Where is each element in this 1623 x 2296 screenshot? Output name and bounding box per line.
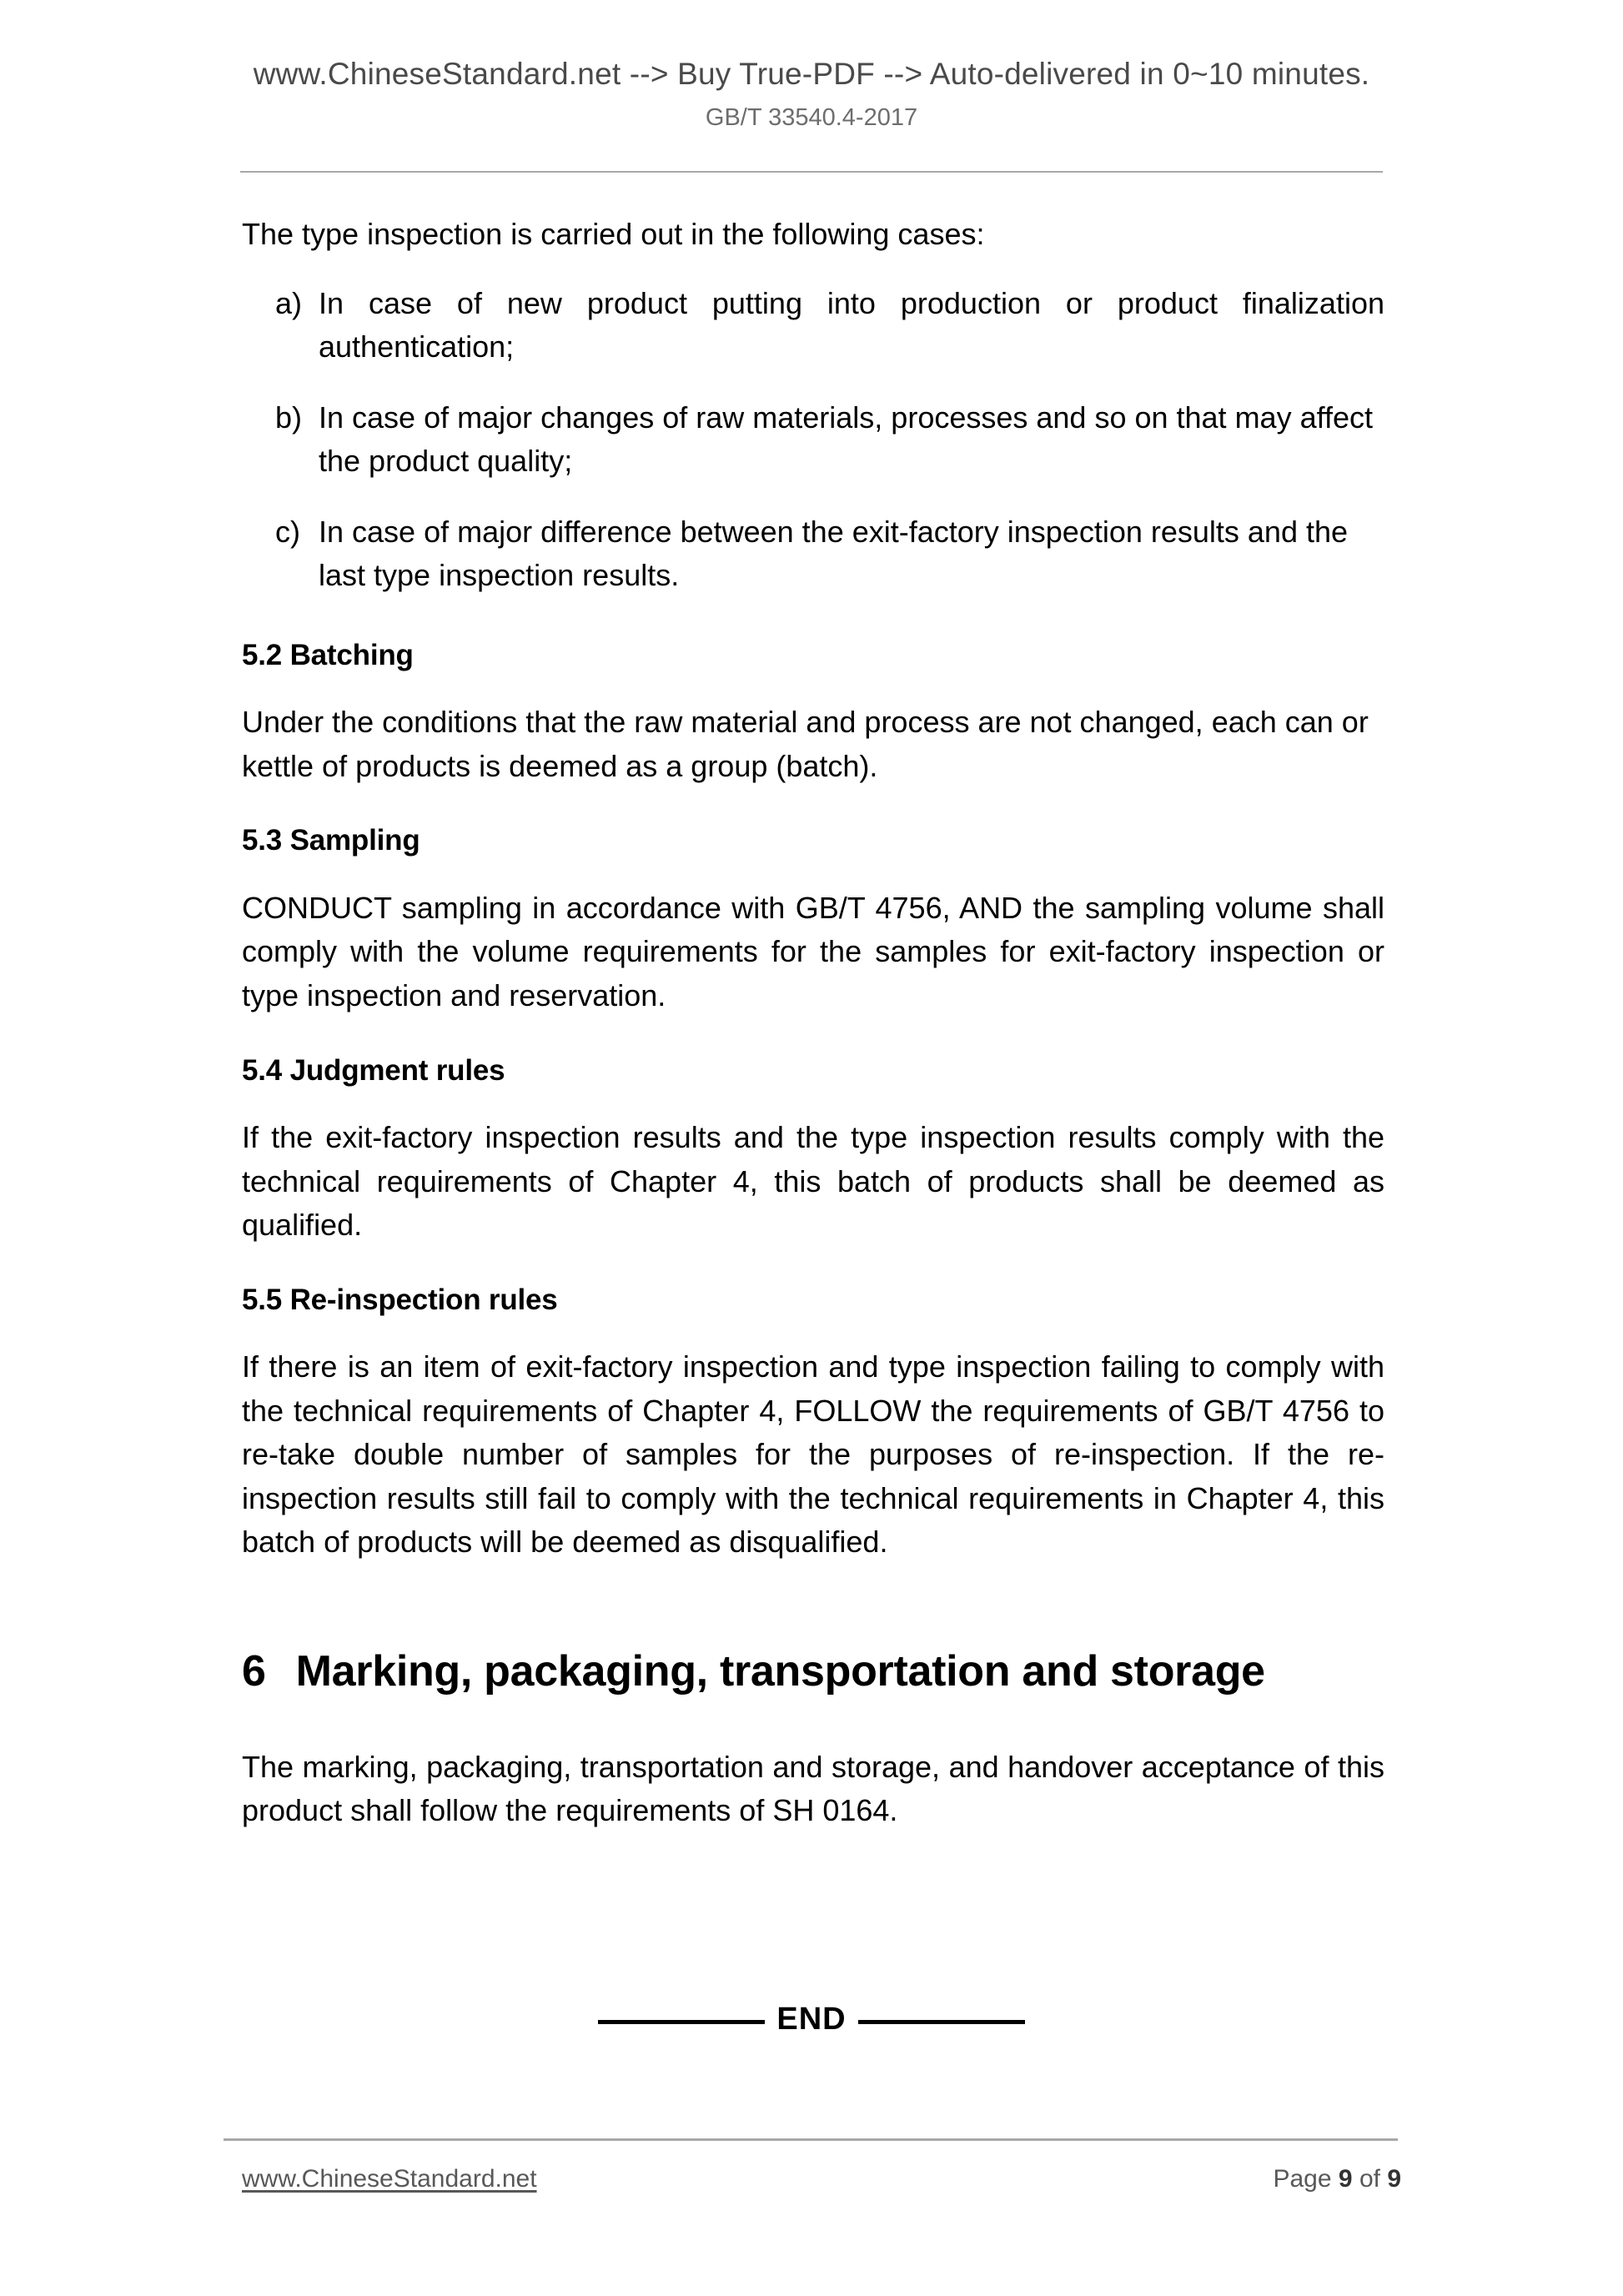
header-divider (240, 171, 1383, 173)
list-item (242, 510, 1384, 598)
footer-site-link[interactable]: www.ChineseStandard.net (242, 2165, 537, 2193)
section-heading-5-3: 5.3 Sampling (242, 824, 420, 857)
section-heading-5-2: 5.2 Batching (242, 638, 414, 671)
list-item-text: In case of new product putting into production or product finalization authentication; (319, 285, 1384, 364)
chapter-heading-6 (242, 1645, 1384, 1699)
page-footer (242, 2165, 1401, 2193)
end-marker (0, 2002, 1623, 2037)
end-rule-left (598, 2020, 765, 2024)
section-paragraph-5-5: If there is an item of exit-factory inspection and type inspection failing to comply with the technical requirements of Chapter 4, FOLLOW the requirements of GB/T 4756 to re-take double number of samples for the purposes of re-inspection. If the re-inspection results still fail to comply with the technical requirements in Chapter 4, this batch of products will be deemed as disqualified. (242, 1349, 1384, 1560)
section-paragraph-5-2: Under the conditions that the raw material and process are not changed, each can or kettle of products is deemed as a group (batch). (242, 705, 1369, 783)
page-number (1273, 2165, 1401, 2193)
list-item-text: In case of major changes of raw materials, processes and so on that may affect the product quality; (319, 399, 1373, 479)
section-heading-5-5: 5.5 Re-inspection rules (242, 1283, 558, 1316)
section-heading-5-4: 5.4 Judgment rules (242, 1053, 505, 1087)
list-item-text: In case of major difference between the exit-factory inspection results and the last type inspection results. (319, 514, 1349, 593)
page-total: 9 (1387, 2165, 1401, 2193)
inspection-cases-list (242, 282, 1384, 598)
watermark-header (0, 53, 1623, 134)
list-item (242, 396, 1384, 484)
list-item-marker: c) (275, 514, 300, 549)
document-body (242, 213, 1384, 1833)
list-item (242, 282, 1384, 369)
promo-text: www.ChineseStandard.net --> Buy True-PDF --> Auto-delivered in 0~10 minutes. (253, 57, 1370, 91)
list-item-marker: a) (275, 285, 303, 320)
end-rule-right (858, 2020, 1025, 2024)
standard-code: GB/T 33540.4-2017 (705, 103, 918, 131)
chapter-title: Marking, packaging, transportation and storage (295, 1646, 1265, 1696)
page-separator: of (1359, 2165, 1380, 2193)
list-item-marker: b) (275, 399, 303, 435)
chapter-number: 6 (242, 1646, 266, 1696)
end-label: END (776, 2002, 847, 2037)
section-paragraph-5-3: CONDUCT sampling in accordance with GB/T 4756, AND the sampling volume shall comply with the volume requirements for the samples for exit-factory inspection or type inspection and reservation. (242, 890, 1384, 1013)
page-prefix: Page (1273, 2165, 1332, 2193)
section-paragraph-5-4: If the exit-factory inspection results and the type inspection results comply with the technical requirements of Chapter 4, this batch of products shall be deemed as qualified. (242, 1120, 1384, 1243)
chapter-paragraph-6: The marking, packaging, transportation and storage, and handover acceptance of this product shall follow the requirements of SH 0164. (242, 1749, 1384, 1828)
page-current: 9 (1338, 2165, 1353, 2193)
intro-paragraph: The type inspection is carried out in the following cases: (242, 217, 985, 251)
footer-divider (224, 2138, 1398, 2141)
